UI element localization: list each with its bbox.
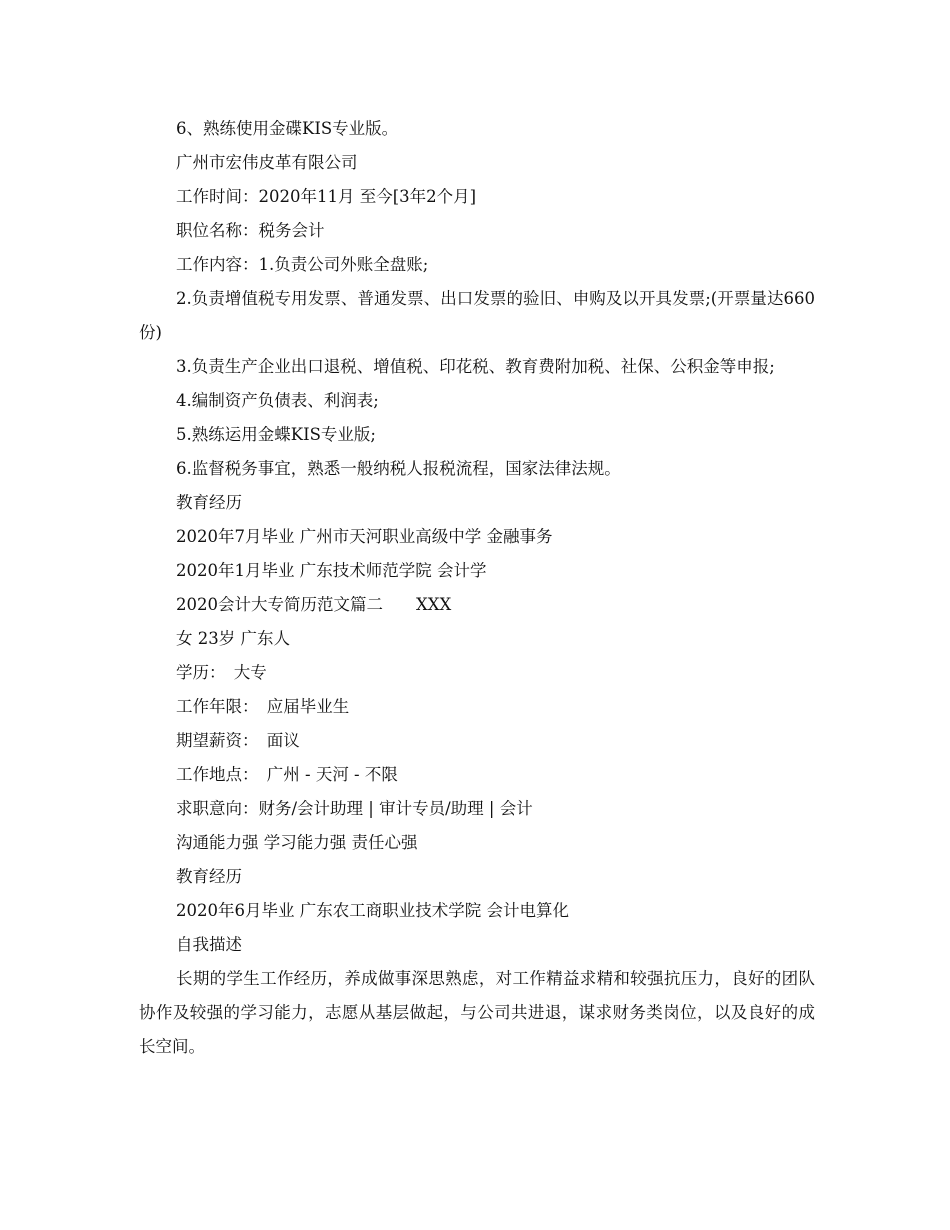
resume-title: 2020会计大专简历范文篇二 XXX — [176, 595, 452, 614]
work-years: 工作年限： 应届毕业生 — [176, 697, 350, 716]
skills: 沟通能力强 学习能力强 责任心强 — [176, 833, 418, 852]
education-entry: 2020年1月毕业 广东技术师范学院 会计学 — [176, 561, 487, 580]
work-period: 工作时间：2020年11月 至今[3年2个月] — [176, 187, 477, 206]
education-level: 学历： 大专 — [176, 663, 267, 682]
job-title: 职位名称：税务会计 — [176, 221, 325, 240]
education-entry: 2020年6月毕业 广东农工商职业技术学院 会计电算化 — [176, 901, 569, 920]
personal-info: 女 23岁 广东人 — [176, 629, 290, 648]
text-line: 6.监督税务事宜，熟悉一般纳税人报税流程，国家法律法规。 — [176, 459, 621, 478]
document-body — [139, 112, 815, 1064]
section-heading-self-description: 自我描述 — [176, 935, 242, 954]
paragraph-self-description: 长期的学生工作经历，养成做事深思熟虑，对工作精益求精和较强抗压力，良好的团队协作及较强的学习能力，志愿从基层做起，与公司共进退，谋求财务类岗位，以及良好的成长空间。 — [139, 969, 815, 1056]
job-content: 工作内容：1.负责公司外账全盘账; — [176, 255, 429, 274]
text-line: 4.编制资产负债表、利润表; — [176, 391, 379, 410]
education-entry: 2020年7月毕业 广州市天河职业高级中学 金融事务 — [176, 527, 553, 546]
text-line: 6、熟练使用金碟KIS专业版。 — [176, 119, 399, 138]
work-location: 工作地点： 广州 - 天河 - 不限 — [176, 765, 398, 784]
paragraph-tax: 3.负责生产企业出口退税、增值税、印花税、教育费附加税、社保、公积金等申报; — [176, 357, 775, 376]
job-intention: 求职意向：财务/会计助理 | 审计专员/助理 | 会计 — [176, 799, 533, 818]
expected-salary: 期望薪资： 面议 — [176, 731, 300, 750]
paragraph-invoice: 2.负责增值税专用发票、普通发票、出口发票的验旧、申购及以开具发票;(开票量达660份) — [139, 289, 815, 342]
text-line: 5.熟练运用金蝶KIS专业版; — [176, 425, 376, 444]
section-heading-education: 教育经历 — [176, 867, 242, 886]
company-name: 广州市宏伟皮革有限公司 — [176, 153, 358, 172]
section-heading-education: 教育经历 — [176, 493, 242, 512]
